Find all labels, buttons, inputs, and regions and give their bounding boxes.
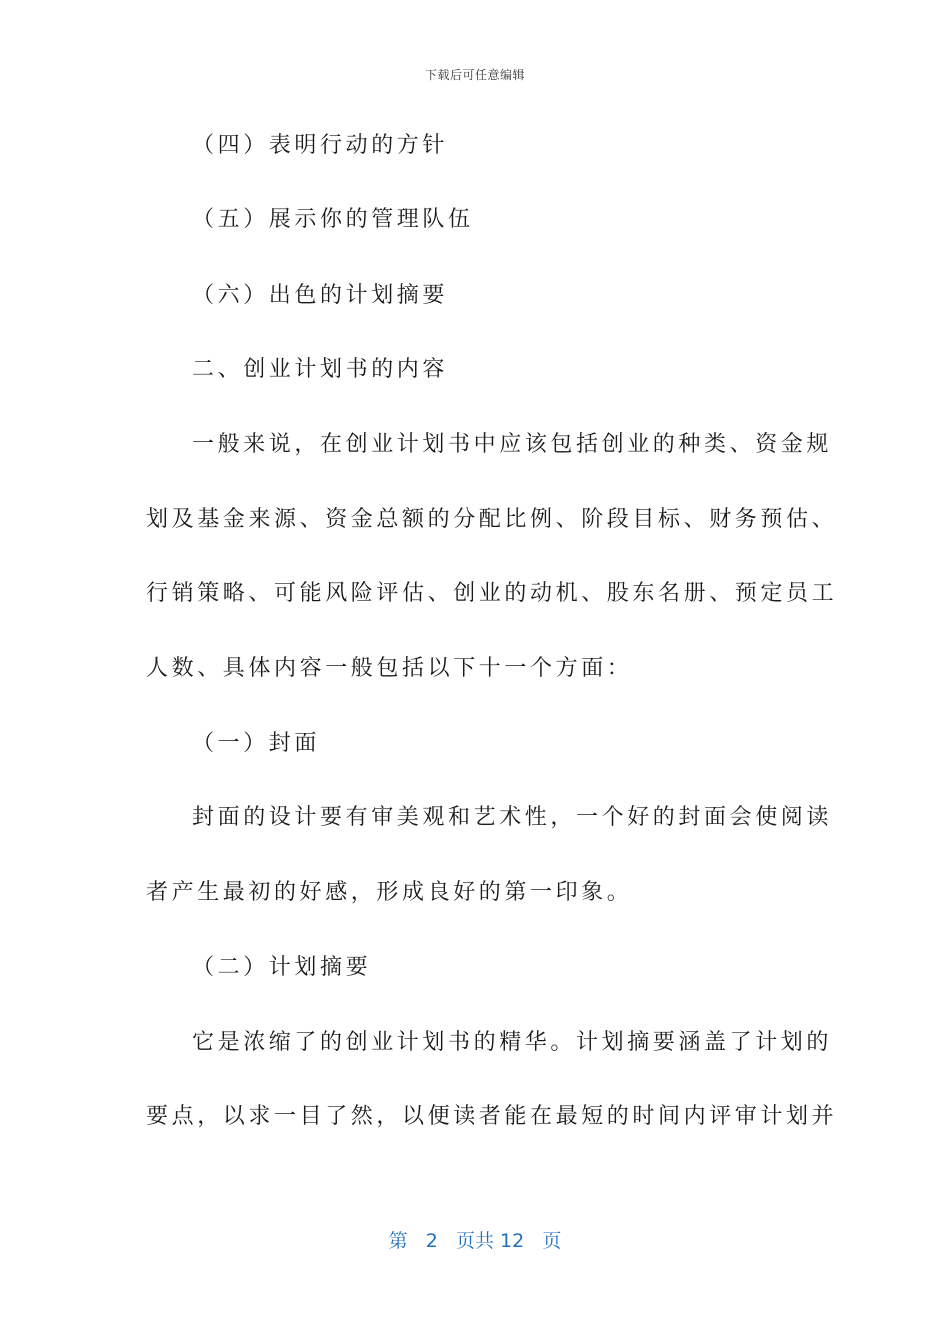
paragraph-line: 要点，以求一目了然，以便读者能在最短的时间内评审计划并 (146, 1104, 838, 1129)
heading-cover: （一）封面 (192, 731, 321, 756)
paragraph-line: 划及基金来源、资金总额的分配比例、阶段目标、财务预估、 (146, 507, 838, 532)
paragraph-line: 者产生最初的好感，形成良好的第一印象。 (146, 880, 633, 905)
paragraph-line: 封面的设计要有审美观和艺术性，一个好的封面会使阅读 (192, 805, 833, 830)
paragraph-line: 一般来说，在创业计划书中应该包括创业的种类、资金规 (192, 432, 833, 457)
footer-middle: 页共 (455, 1230, 494, 1252)
heading-summary: （六）出色的计划摘要 (192, 283, 449, 308)
page-footer (0, 1226, 950, 1253)
footer-suffix: 页 (542, 1230, 562, 1252)
section-heading-contents: 二、创业计划书的内容 (192, 357, 449, 382)
paragraph-line: 人数、具体内容一般包括以下十一个方面： (146, 656, 633, 681)
footer-prefix: 第 (388, 1230, 408, 1252)
heading-policy: （四）表明行动的方针 (192, 133, 449, 158)
heading-plan-summary: （二）计划摘要 (192, 955, 372, 980)
footer-total-pages: 12 (500, 1230, 525, 1252)
paragraph-line: 行销策略、可能风险评估、创业的动机、股东名册、预定员工 (146, 581, 838, 606)
footer-current-page: 2 (425, 1230, 438, 1252)
heading-team: （五）展示你的管理队伍 (192, 207, 474, 232)
paragraph-line: 它是浓缩了的创业计划书的精华。计划摘要涵盖了计划的 (192, 1030, 833, 1055)
page-header: 下载后可任意编辑 (424, 68, 525, 82)
